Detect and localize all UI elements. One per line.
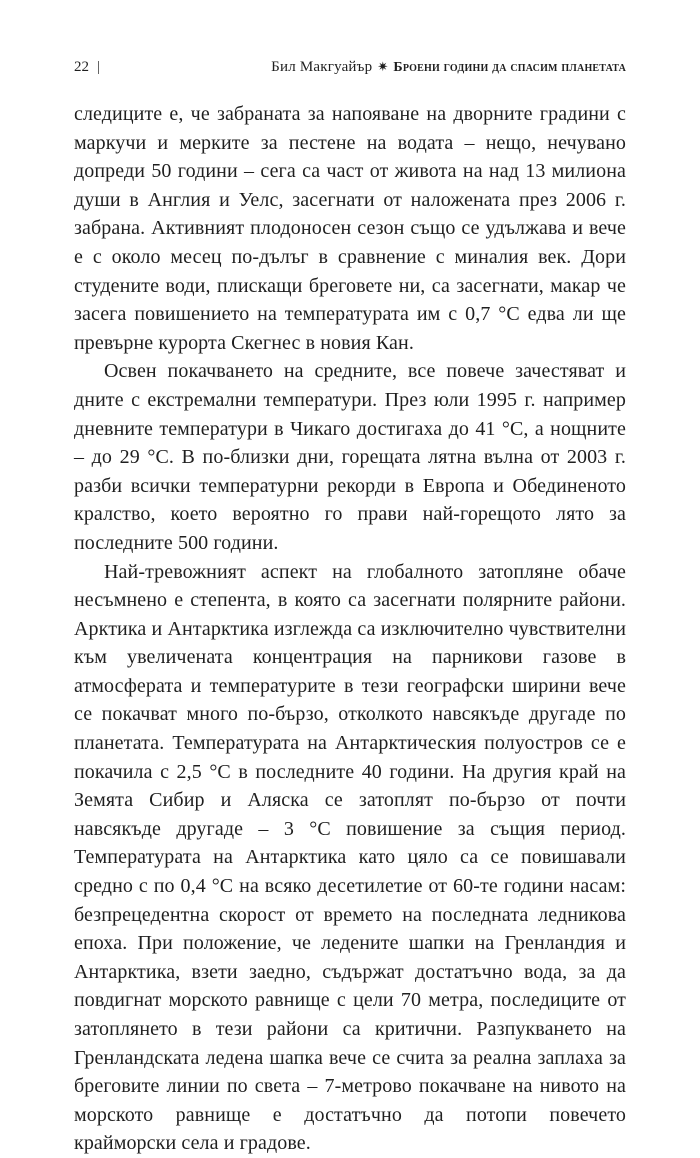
paragraph: Най-тревожният аспект на глобалното затопляне обаче несъмнено е степента, в която са засегнати полярните райони. Арктика и Антарктика изглежда са изключително чувствителни към увеличената концентрация на парникови газове в атмосферата и температурите в тези географски ширини вече се покачват много по-бързо, отколкото навсякъде другаде по планетата. Температурата на Антарктическия полуостров се е покачила с 2,5 °С в последните 40 години. На другия край на Земята Сибир и Аляска се затоплят по-бързо от почти навсякъде другаде – 3 °С повишение за същия период. Температурата на Антарктика като цяло са се повишавали средно с по 0,4 °С на всяко десетилетие от 60-те години насам: безпрецедентна скорост от времето на последната ледникова епоха. При положение, че ледените шапки на Гренландия и Антарктика, взети заедно, съдържат достатъчно вода, за да повдигнат морското равнище с цели 70 метра, последиците от затоплянето в тези райони са критични. Разпукването на Гренландската ледена шапка вече се счита за реална заплаха за бреговите линии по света – 7-метрово покачване на нивото на морското равнище е достатъчно да потопи повечето крайморски села и градове.: [74, 560, 626, 1155]
running-head: [271, 56, 626, 79]
paragraph: следиците е, че забраната за напояване на дворните градини с маркучи и мерките за пестене на водата – нещо, нечувано допреди 50 години – сега са част от живота на над 13 милиона души в Англия и Уелс, засегнати от наложената през 2006 г. забрана. Активният плодоносен сезон също се удължава и вече е с около месец по-дълъг в сравнение с миналия век. Дори студените води, плискащи бреговете ни, са засегнати, макар че засега повишението на температурата им с 0,7 °С едва ли ще превърне курорта Скегнес в новия Кан.: [74, 103, 626, 354]
star-ornament-icon: ✷: [377, 59, 389, 74]
header-separator: |: [97, 59, 101, 75]
body-text: [74, 100, 626, 1158]
running-header: [74, 56, 626, 78]
page-number: 22: [74, 59, 89, 75]
paragraph: Освен покачването на средните, все повече зачестяват и дните с екстремални температури. През юли 1995 г. например дневните температури в Чикаго достигаха до 41 °С, а нощните – до 29 °С. В по-близки дни, горещата лятна вълна от 2003 г. разби всички температурни рекорди в Европа и Обединеното кралство, което вероятно го прави най-горещото лято за последните 500 години.: [74, 360, 626, 554]
book-title: Броени години да спасим планетата: [393, 60, 626, 75]
author-name: Бил Макгуайър: [271, 59, 373, 75]
